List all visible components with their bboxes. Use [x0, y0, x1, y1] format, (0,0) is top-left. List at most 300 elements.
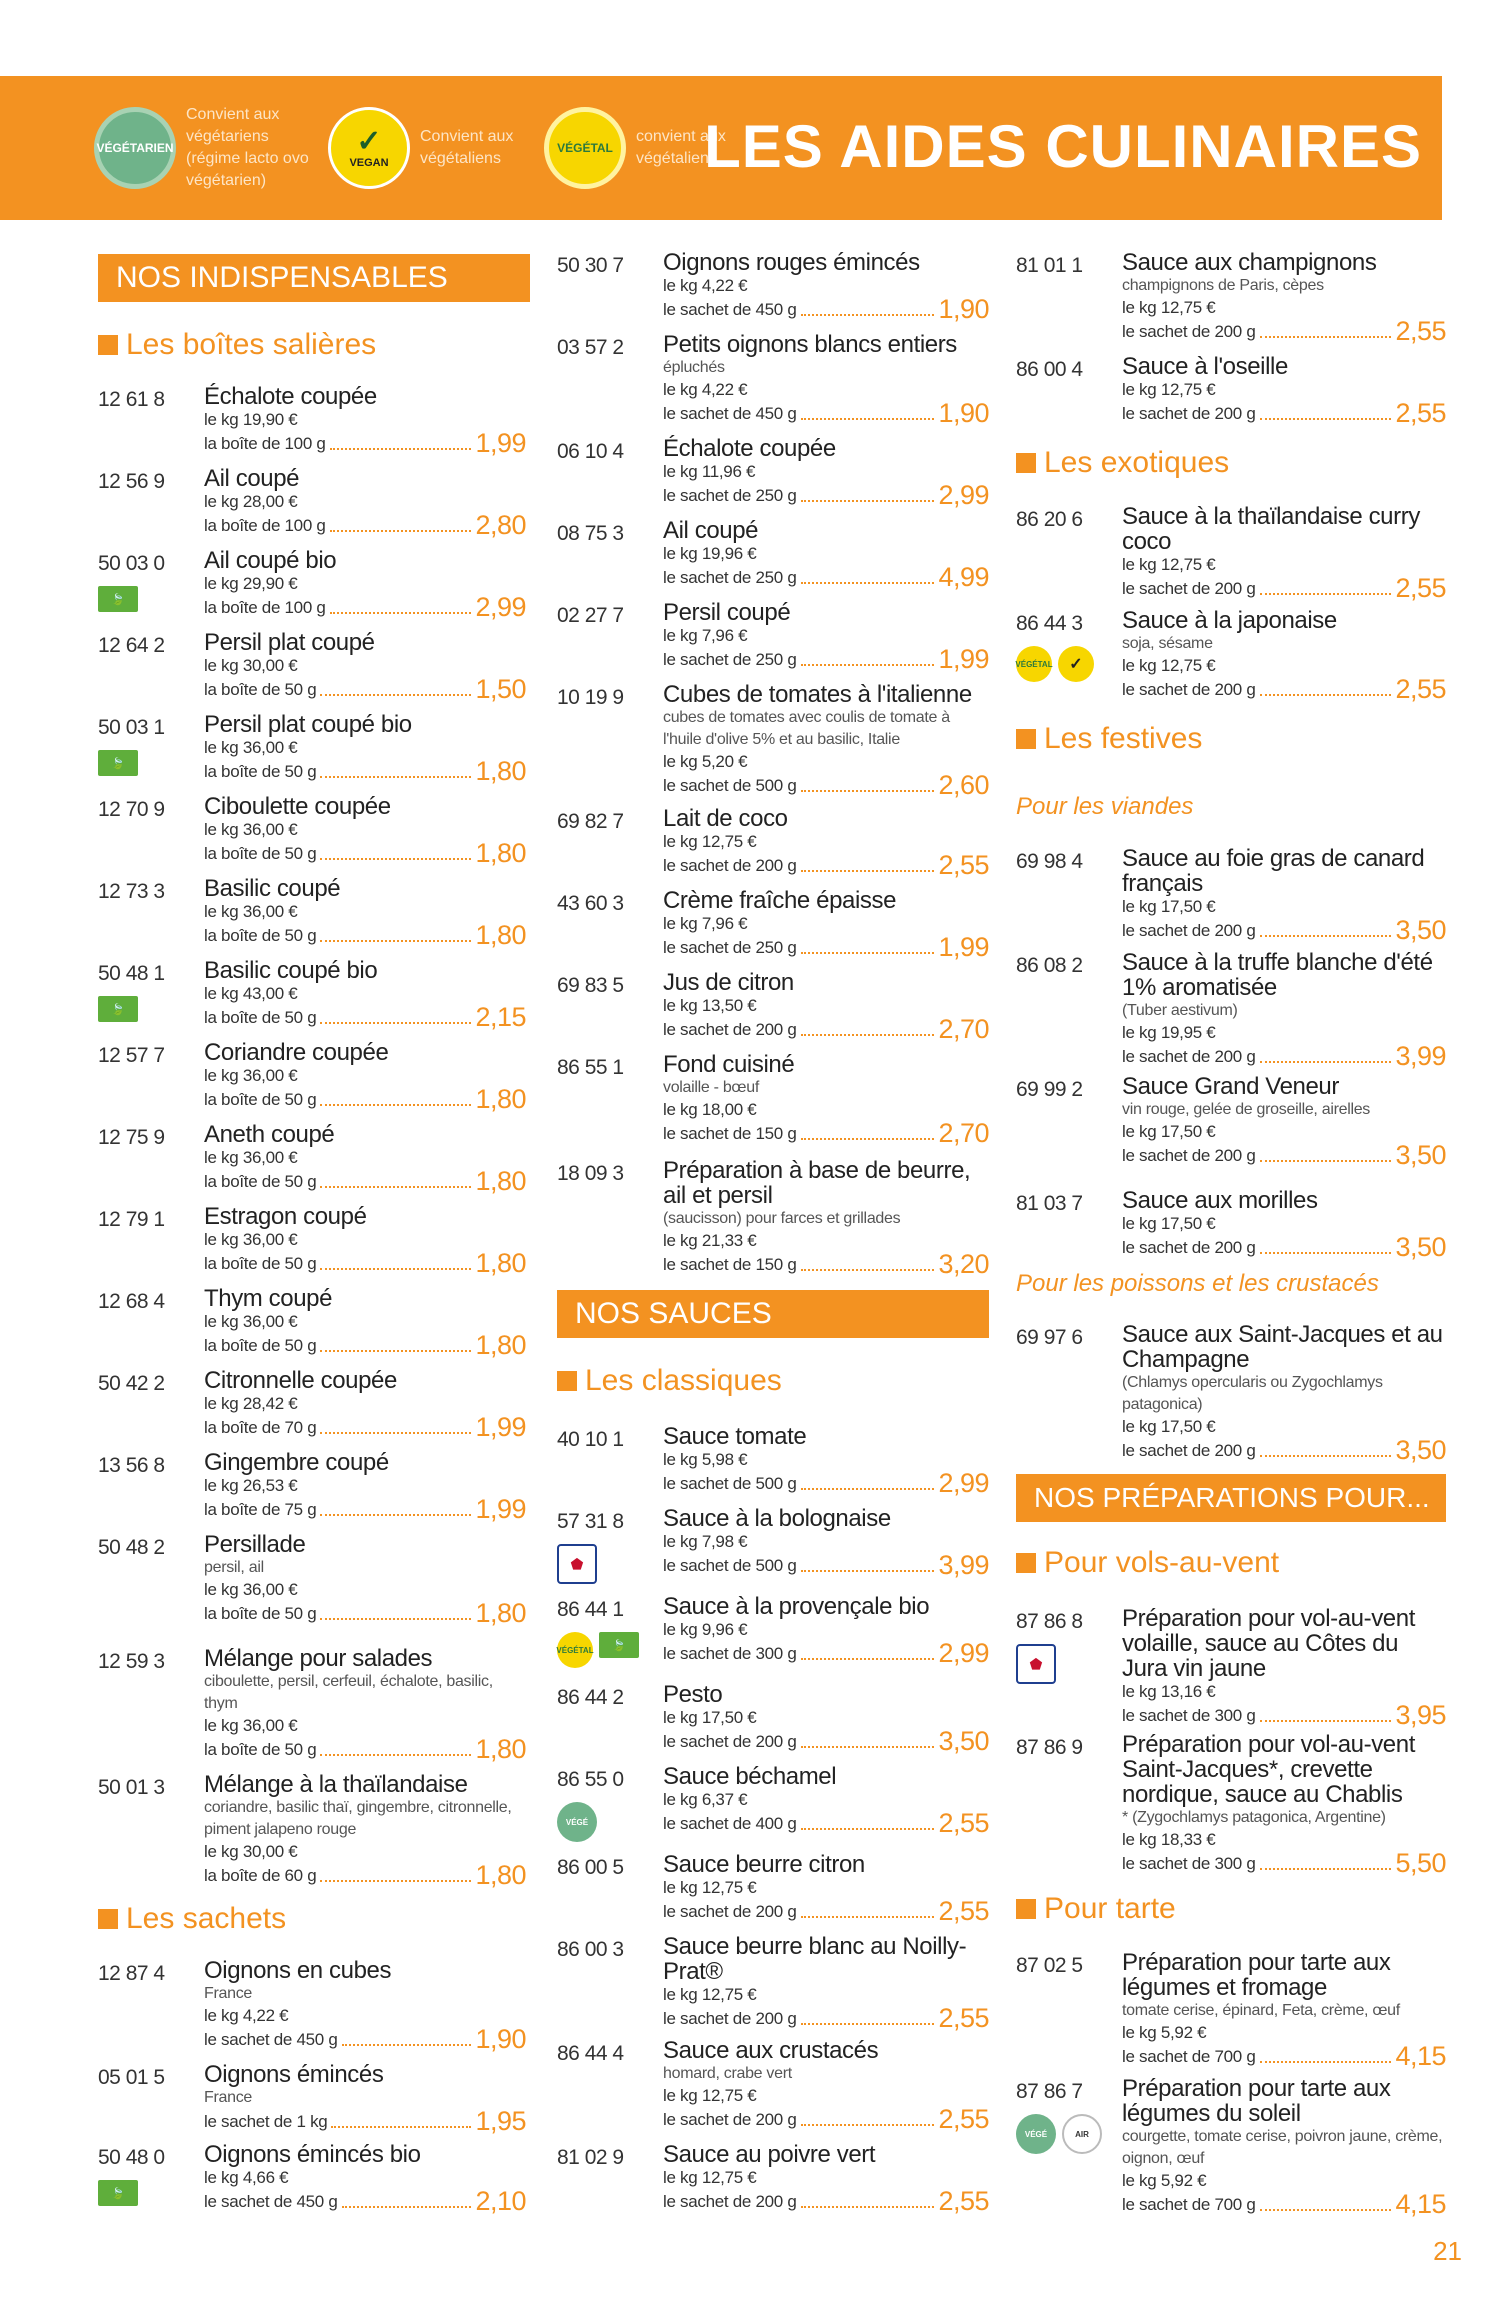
product-code: 86 20 6 [1016, 508, 1083, 531]
price-per-kg: le kg 17,50 € [1122, 1214, 1216, 1233]
price-per-kg: le kg 17,50 € [1122, 1417, 1216, 1436]
product-price: 2,70 [938, 1118, 989, 1148]
dot-leader [801, 1034, 935, 1036]
price-per-kg: le kg 12,75 € [663, 1985, 757, 2004]
dot-leader [801, 2124, 935, 2126]
price-per-kg: le kg 36,00 € [204, 820, 298, 839]
package-size: la boîte de 50 g [204, 1336, 317, 1355]
dot-leader [801, 314, 935, 316]
product-details [1122, 1187, 1446, 1262]
product-details [204, 1367, 526, 1442]
product-name: Jus de citron [663, 969, 794, 996]
package-line [663, 1896, 989, 1926]
price-per-kg: le kg 13,50 € [663, 996, 757, 1015]
package-line [663, 770, 989, 800]
package-line [204, 1084, 526, 1114]
product-code: 86 00 5 [557, 1856, 624, 1879]
price-per-kg: le kg 36,00 € [204, 1580, 298, 1599]
product-code: 12 73 3 [98, 880, 165, 903]
product-name: Sauce Grand Veneur [1122, 1073, 1339, 1100]
package-size: le sachet de 200 g [663, 2009, 797, 2028]
package-line [1122, 1232, 1446, 1262]
price-per-kg: le kg 21,33 € [663, 1231, 757, 1250]
product-code: 50 48 2 [98, 1536, 165, 1559]
product-details [663, 331, 989, 428]
package-size: la boîte de 50 g [204, 1740, 317, 1759]
product-description: France [204, 2089, 252, 2106]
product-details [663, 1593, 989, 1668]
product-details [204, 1531, 526, 1628]
package-size: le sachet de 450 g [663, 404, 797, 423]
product-price: 3,50 [1395, 1140, 1446, 1170]
product-name: Ail coupé bio [204, 547, 337, 574]
package-size: le sachet de 150 g [663, 1124, 797, 1143]
product-name: Sauce à la japonaise [1122, 607, 1337, 634]
product-details [204, 1645, 526, 1764]
product-code: 86 00 3 [557, 1938, 624, 1961]
product-name: Aneth coupé [204, 1121, 335, 1148]
package-size: la boîte de 50 g [204, 762, 317, 781]
package-line [1122, 573, 1446, 603]
product-name: Citronnelle coupée [204, 1367, 397, 1394]
product-name: Estragon coupé [204, 1203, 367, 1230]
product-code: 50 30 7 [557, 254, 624, 277]
product-price: 2,55 [938, 2186, 989, 2216]
product-price: 5,50 [1395, 1848, 1446, 1878]
price-per-kg: le kg 13,16 € [1122, 1682, 1216, 1701]
dot-leader [1260, 2209, 1392, 2211]
product-name: Mélange pour salades [204, 1645, 433, 1672]
product-description: ciboulette, persil, cerfeuil, échalote, basilic, thym [204, 1673, 493, 1712]
price-per-kg: le kg 29,90 € [204, 574, 298, 593]
dot-leader [320, 940, 471, 942]
dot-leader [801, 664, 935, 666]
product-price: 1,99 [475, 428, 526, 458]
product-code: 12 57 7 [98, 1044, 165, 1067]
vegetal-label-icon: VÉGÉTAL [557, 1632, 593, 1668]
product-price: 1,90 [938, 294, 989, 324]
product-details [204, 547, 526, 622]
package-line [663, 1808, 989, 1838]
section-band-nos-preparations: NOS PRÉPARATIONS POUR... [1016, 1474, 1446, 1522]
product-code: 50 42 2 [98, 1372, 165, 1395]
product-details [204, 793, 526, 868]
dot-leader [320, 1350, 471, 1352]
product-details [204, 957, 526, 1032]
legend-vegan [328, 107, 530, 189]
dot-leader [342, 2206, 472, 2208]
product-badges [1016, 1644, 1056, 1684]
product-code: 87 86 8 [1016, 1610, 1083, 1633]
product-code: 86 00 4 [1016, 358, 1083, 381]
vegetal-label-icon: VÉGÉTAL [1016, 646, 1052, 682]
product-name: Sauce beurre blanc au Noilly-Prat® [663, 1933, 967, 1985]
france-label-icon: ⬟ [557, 1544, 597, 1584]
dot-leader [1260, 1455, 1392, 1457]
product-code: 81 03 7 [1016, 1192, 1083, 1215]
package-size: le sachet de 200 g [1122, 1441, 1256, 1460]
product-price: 1,80 [475, 1734, 526, 1764]
package-line [663, 1118, 989, 1148]
package-size: le sachet de 200 g [1122, 322, 1256, 341]
dot-leader [801, 1488, 935, 1490]
product-code: 12 79 1 [98, 1208, 165, 1231]
product-name: Oignons émincés [204, 2061, 384, 2088]
product-details [1122, 249, 1446, 346]
package-size: le sachet de 200 g [1122, 1047, 1256, 1066]
product-code: 86 55 1 [557, 1056, 624, 1079]
package-line [204, 1494, 526, 1524]
dot-leader [320, 776, 471, 778]
package-size: le sachet de 400 g [663, 1814, 797, 1833]
package-line [663, 1249, 989, 1279]
package-size: la boîte de 50 g [204, 926, 317, 945]
dot-leader [331, 2126, 471, 2128]
product-description: (Chlamys opercularis ou Zygochlamys patagonica) [1122, 1374, 1383, 1413]
product-price: 1,99 [938, 932, 989, 962]
product-badges [98, 996, 138, 1022]
product-code: 12 75 9 [98, 1126, 165, 1149]
product-badges [557, 1544, 597, 1584]
product-badges [1016, 646, 1094, 682]
package-line [204, 592, 526, 622]
price-per-kg: le kg 19,96 € [663, 544, 757, 563]
package-line [663, 1468, 989, 1498]
price-per-kg: le kg 36,00 € [204, 1716, 298, 1735]
subhead-pour-les-poissons: Pour les poissons et les crustacés [1016, 1270, 1379, 1297]
product-price: 3,50 [1395, 1232, 1446, 1262]
vegan-badge-icon: ✓ VEGAN [328, 107, 410, 189]
package-size: la boîte de 100 g [204, 598, 326, 617]
dot-leader [801, 418, 935, 420]
package-size: le sachet de 300 g [663, 1644, 797, 1663]
product-code: 12 61 8 [98, 388, 165, 411]
product-description: épluchés [663, 359, 725, 376]
price-per-kg: le kg 26,53 € [204, 1476, 298, 1495]
product-price: 4,15 [1395, 2189, 1446, 2219]
dot-leader [320, 1104, 471, 1106]
product-badges [557, 1802, 597, 1842]
dot-leader [1260, 1720, 1392, 1722]
product-description: volaille - bœuf [663, 1079, 759, 1096]
product-description: (Tuber aestivum) [1122, 1002, 1238, 1019]
package-line [663, 480, 989, 510]
price-per-kg: le kg 36,00 € [204, 1312, 298, 1331]
product-price: 2,60 [938, 770, 989, 800]
bio-label-icon: 🍃 [599, 1632, 639, 1658]
bio-label-icon: 🍃 [98, 586, 138, 612]
product-price: 1,80 [475, 920, 526, 950]
product-details [1122, 1073, 1446, 1170]
dot-leader [801, 952, 935, 954]
package-line [204, 756, 526, 786]
package-line [663, 294, 989, 324]
dot-leader [320, 694, 471, 696]
product-name: Sauce beurre citron [663, 1851, 865, 1878]
product-description: vin rouge, gelée de groseille, airelles [1122, 1101, 1371, 1118]
dot-leader [1260, 1061, 1392, 1063]
product-details [1122, 1605, 1446, 1730]
product-code: 12 68 4 [98, 1290, 165, 1313]
product-details [663, 2037, 989, 2134]
product-price: 2,99 [938, 1468, 989, 1498]
package-size: la boîte de 50 g [204, 1172, 317, 1191]
price-per-kg: le kg 4,66 € [204, 2168, 289, 2187]
product-name: Sauce aux Saint-Jacques et au Champagne [1122, 1321, 1443, 1373]
dot-leader [801, 1916, 935, 1918]
product-details [663, 1423, 989, 1498]
package-line [204, 1860, 526, 1890]
subhead-vols-au-vent: Pour vols-au-vent [1016, 1546, 1279, 1580]
subhead-boites-salieres: Les boîtes salières [98, 328, 376, 362]
price-per-kg: le kg 17,50 € [1122, 897, 1216, 916]
product-code: 86 08 2 [1016, 954, 1083, 977]
dot-leader [1260, 935, 1392, 937]
product-code: 50 01 3 [98, 1776, 165, 1799]
price-per-kg: le kg 30,00 € [204, 656, 298, 675]
dot-leader [801, 870, 935, 872]
product-description: cubes de tomates avec coulis de tomate à l'huile d'olive 5% et au basilic, Italie [663, 709, 950, 748]
product-details [663, 969, 989, 1044]
product-details [1122, 845, 1446, 945]
product-code: 86 44 1 [557, 1598, 624, 1621]
product-code: 81 01 1 [1016, 254, 1083, 277]
product-details [663, 1933, 989, 2033]
product-name: Sauce à la truffe blanche d'été 1% aromatisée [1122, 949, 1433, 1001]
product-price: 2,70 [938, 1014, 989, 1044]
product-price: 1,80 [475, 1598, 526, 1628]
product-description: homard, crabe vert [663, 2065, 792, 2082]
product-description: persil, ail [204, 1559, 264, 1576]
legend-vegetal-text: convient aux végétaliens [636, 128, 726, 167]
dot-leader [330, 612, 472, 614]
product-code: 12 59 3 [98, 1650, 165, 1673]
package-size: le sachet de 450 g [204, 2192, 338, 2211]
product-name: Persil coupé [663, 599, 791, 626]
price-per-kg: le kg 36,00 € [204, 1230, 298, 1249]
product-name: Basilic coupé bio [204, 957, 378, 984]
product-description: soja, sésame [1122, 635, 1213, 652]
dot-leader [801, 1828, 935, 1830]
package-size: la boîte de 50 g [204, 844, 317, 863]
package-size: le sachet de 200 g [663, 1732, 797, 1751]
package-size: le sachet de 200 g [1122, 1238, 1256, 1257]
price-per-kg: le kg 4,22 € [663, 380, 748, 399]
product-code: 13 56 8 [98, 1454, 165, 1477]
price-per-kg: le kg 17,50 € [663, 1708, 757, 1727]
product-price: 2,80 [475, 510, 526, 540]
legend-vegetarian [94, 104, 314, 192]
dot-leader [320, 1022, 471, 1024]
product-details [1122, 1321, 1446, 1465]
price-per-kg: le kg 36,00 € [204, 738, 298, 757]
dot-leader [320, 1432, 471, 1434]
product-price: 2,55 [938, 2003, 989, 2033]
page-number: 21 [1433, 2236, 1462, 2266]
product-code: 50 48 0 [98, 2146, 165, 2169]
product-details [204, 465, 526, 540]
price-per-kg: le kg 12,75 € [663, 1878, 757, 1897]
product-price: 1,90 [475, 2024, 526, 2054]
package-size: le sachet de 500 g [663, 1474, 797, 1493]
product-name: Persillade [204, 1531, 306, 1558]
product-code: 50 03 0 [98, 552, 165, 575]
product-code: 06 10 4 [557, 440, 624, 463]
package-line [204, 920, 526, 950]
price-per-kg: le kg 19,95 € [1122, 1023, 1216, 1042]
package-size: le sachet de 200 g [663, 2110, 797, 2129]
package-line [1122, 1700, 1446, 1730]
product-price: 2,55 [938, 1896, 989, 1926]
dot-leader [1260, 1252, 1392, 1254]
package-line [1122, 316, 1446, 346]
product-name: Sauce aux champignons [1122, 249, 1377, 276]
package-size: le sachet de 250 g [663, 938, 797, 957]
product-code: 12 56 9 [98, 470, 165, 493]
package-line [663, 1014, 989, 1044]
price-per-kg: le kg 12,75 € [663, 2168, 757, 2187]
package-size: la boîte de 60 g [204, 1866, 317, 1885]
package-line [204, 1330, 526, 1360]
product-details [663, 1851, 989, 1926]
product-code: 86 44 3 [1016, 612, 1083, 635]
package-size: le sachet de 450 g [204, 2030, 338, 2049]
product-name: Ail coupé [204, 465, 300, 492]
price-per-kg: le kg 28,00 € [204, 492, 298, 511]
product-code: 08 75 3 [557, 522, 624, 545]
package-line [1122, 915, 1446, 945]
package-size: la boîte de 100 g [204, 516, 326, 535]
product-name: Sauce aux crustacés [663, 2037, 879, 2064]
package-line [663, 932, 989, 962]
product-name: Ail coupé [663, 517, 759, 544]
product-details [204, 1771, 526, 1890]
product-code: 18 09 3 [557, 1162, 624, 1185]
package-size: le sachet de 200 g [1122, 404, 1256, 423]
price-per-kg: le kg 12,75 € [663, 2086, 757, 2105]
page-title: LES AIDES CULINAIRES [704, 113, 1422, 180]
dot-leader [320, 1754, 471, 1756]
dot-leader [320, 1514, 471, 1516]
product-details [204, 1957, 526, 2054]
price-per-kg: le kg 17,50 € [1122, 1122, 1216, 1141]
package-size: la boîte de 50 g [204, 680, 317, 699]
dot-leader [330, 530, 472, 532]
price-per-kg: le kg 9,96 € [663, 1620, 748, 1639]
package-size: le sachet de 1 kg [204, 2112, 328, 2131]
product-name: Coriandre coupée [204, 1039, 389, 1066]
package-line [204, 1598, 526, 1628]
page-header [0, 76, 1442, 220]
package-size: le sachet de 250 g [663, 650, 797, 669]
product-code: 69 82 7 [557, 810, 624, 833]
product-details [663, 805, 989, 880]
product-price: 3,99 [938, 1550, 989, 1580]
package-size: le sachet de 500 g [663, 776, 797, 795]
price-per-kg: le kg 11,96 € [663, 462, 756, 481]
product-name: Persil plat coupé [204, 629, 375, 656]
france-label-icon: ⬟ [1016, 1644, 1056, 1684]
dot-leader [1260, 1160, 1392, 1162]
product-price: 2,55 [938, 1808, 989, 1838]
price-per-kg: le kg 7,96 € [663, 914, 748, 933]
bio-label-icon: 🍃 [98, 2180, 138, 2206]
product-price: 3,20 [938, 1249, 989, 1279]
product-name: Sauce béchamel [663, 1763, 837, 1790]
product-details [204, 1449, 526, 1524]
product-code: 10 19 9 [557, 686, 624, 709]
product-name: Fond cuisiné [663, 1051, 795, 1078]
dot-leader [1260, 2061, 1392, 2063]
product-name: Échalote coupée [204, 383, 377, 410]
price-per-kg: le kg 12,75 € [663, 832, 757, 851]
product-code: 69 83 5 [557, 974, 624, 997]
package-size: le sachet de 200 g [1122, 579, 1256, 598]
product-name: Sauce à l'oseille [1122, 353, 1288, 380]
legend-vegetarian-text: Convient aux végétariens (régime lacto ovo végétarien) [186, 106, 309, 189]
product-code: 12 64 2 [98, 634, 165, 657]
package-line [663, 1638, 989, 1668]
product-description: France [204, 1985, 252, 2002]
product-name: Lait de coco [663, 805, 788, 832]
subhead-classiques: Les classiques [557, 1364, 782, 1398]
vegetarian-badge-icon: VÉGÉTARIEN [94, 107, 176, 189]
price-per-kg: le kg 5,92 € [1122, 2023, 1207, 2042]
product-code: 69 99 2 [1016, 1078, 1083, 1101]
package-size: le sachet de 200 g [1122, 1146, 1256, 1165]
product-details [204, 383, 526, 458]
product-details [204, 2061, 526, 2136]
product-details [663, 1051, 989, 1148]
dot-leader [320, 1880, 471, 1882]
vegan-label-icon: ✓ [1058, 646, 1094, 682]
product-price: 1,90 [938, 398, 989, 428]
vegetarian-label-icon: VÉGÉ [1016, 2114, 1056, 2154]
package-line [663, 2186, 989, 2216]
product-badges [98, 2180, 138, 2206]
dot-leader [801, 1658, 935, 1660]
subhead-pour-les-viandes: Pour les viandes [1016, 793, 1194, 820]
package-size: le sachet de 450 g [663, 300, 797, 319]
product-price: 1,80 [475, 1860, 526, 1890]
package-size: le sachet de 300 g [1122, 1854, 1256, 1873]
legend-vegan-text: Convient aux végétaliens [420, 128, 514, 167]
package-line [204, 1412, 526, 1442]
product-details [204, 711, 526, 786]
package-size: la boîte de 75 g [204, 1500, 317, 1519]
product-details [1122, 503, 1446, 603]
product-name: Mélange à la thaïlandaise [204, 1771, 468, 1798]
product-code: 87 86 9 [1016, 1736, 1083, 1759]
dot-leader [320, 1186, 471, 1188]
product-badges [1016, 2114, 1102, 2154]
product-details [663, 887, 989, 962]
product-price: 3,99 [1395, 1041, 1446, 1071]
package-size: le sachet de 250 g [663, 486, 797, 505]
product-code: 69 98 4 [1016, 850, 1083, 873]
package-line [663, 1726, 989, 1756]
product-description: * (Zygochlamys patagonica, Argentine) [1122, 1809, 1386, 1826]
product-details [663, 599, 989, 674]
price-per-kg: le kg 5,98 € [663, 1450, 748, 1469]
dot-leader [801, 1746, 935, 1748]
product-code: 57 31 8 [557, 1510, 624, 1533]
product-code: 05 01 5 [98, 2066, 165, 2089]
product-price: 2,99 [938, 1638, 989, 1668]
product-details [663, 2141, 989, 2216]
product-price: 4,99 [938, 562, 989, 592]
package-line [204, 510, 526, 540]
